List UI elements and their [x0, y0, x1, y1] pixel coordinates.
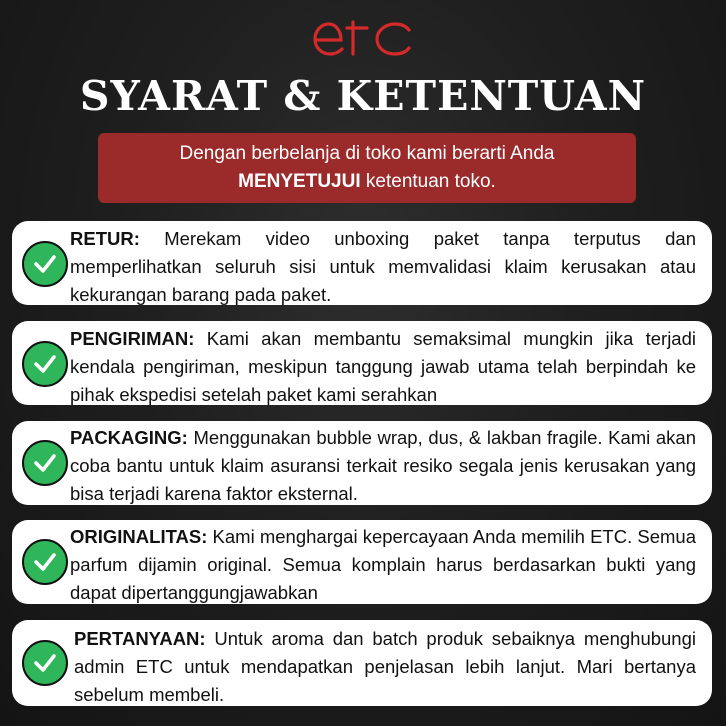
terms-card-body: Menggunakan bubble wrap, dus, & lakban fragile. Kami akan coba bantu untuk klaim asuransi terkait resiko segala jenis kerusakan yang bisa terjadi karena faktor eksternal. [70, 427, 696, 504]
check-icon [22, 241, 68, 287]
agreement-banner [98, 133, 636, 203]
terms-card-heading: PERTANYAAN: [74, 628, 206, 649]
terms-card-text [70, 523, 696, 607]
terms-card-heading: PENGIRIMAN: [70, 328, 195, 349]
terms-card-text [70, 225, 696, 309]
terms-card-heading: ORIGINALITAS: [70, 526, 208, 547]
check-icon [22, 341, 68, 387]
banner-line-1: Dengan berbelanja di toko kami berarti Anda [179, 143, 555, 164]
terms-card-text [70, 325, 696, 409]
terms-card-body: Merekam video unboxing paket tanpa terputus dan memperlihatkan seluruh sisi untuk memvalidasi klaim kerusakan atau kekurangan barang pada paket. [70, 228, 696, 305]
terms-card-heading: RETUR: [70, 228, 140, 249]
terms-card-body: Untuk aroma dan batch produk sebaiknya menghubungi admin ETC untuk mendapatkan penjelasan lebih lanjut. Mari bertanya sebelum membeli. [74, 628, 696, 705]
terms-card-text [70, 424, 696, 508]
check-icon [22, 640, 68, 686]
terms-card-retur [12, 221, 712, 305]
banner-line-2-rest: ketentuan toko. [360, 171, 496, 192]
terms-card-heading: PACKAGING: [70, 427, 188, 448]
brand-logo [0, 18, 726, 58]
terms-card-body: Kami menghargai kepercayaan Anda memilih ETC. Semua parfum dijamin original. Semua komplain harus berdasarkan bukti yang dapat dipertanggungjawabkan [70, 526, 696, 603]
banner-emphasis: MENYETUJUI [238, 171, 361, 192]
terms-card-pengiriman [12, 321, 712, 405]
terms-card-originalitas [12, 520, 712, 604]
terms-card-text [74, 625, 696, 709]
banner-line-2 [98, 168, 636, 196]
terms-card-body: Kami akan membantu semaksimal mungkin jika terjadi kendala pengiriman, meskipun tanggung jawab utama telah berpindah ke pihak ekspedisi setelah paket kami serahkan [70, 328, 696, 405]
terms-card-pertanyaan [12, 620, 712, 706]
etc-logo-icon [311, 18, 415, 58]
check-icon [22, 539, 68, 585]
page-title: SYARAT & KETENTUAN [79, 72, 647, 120]
check-icon [22, 440, 68, 486]
terms-card-packaging [12, 421, 712, 505]
